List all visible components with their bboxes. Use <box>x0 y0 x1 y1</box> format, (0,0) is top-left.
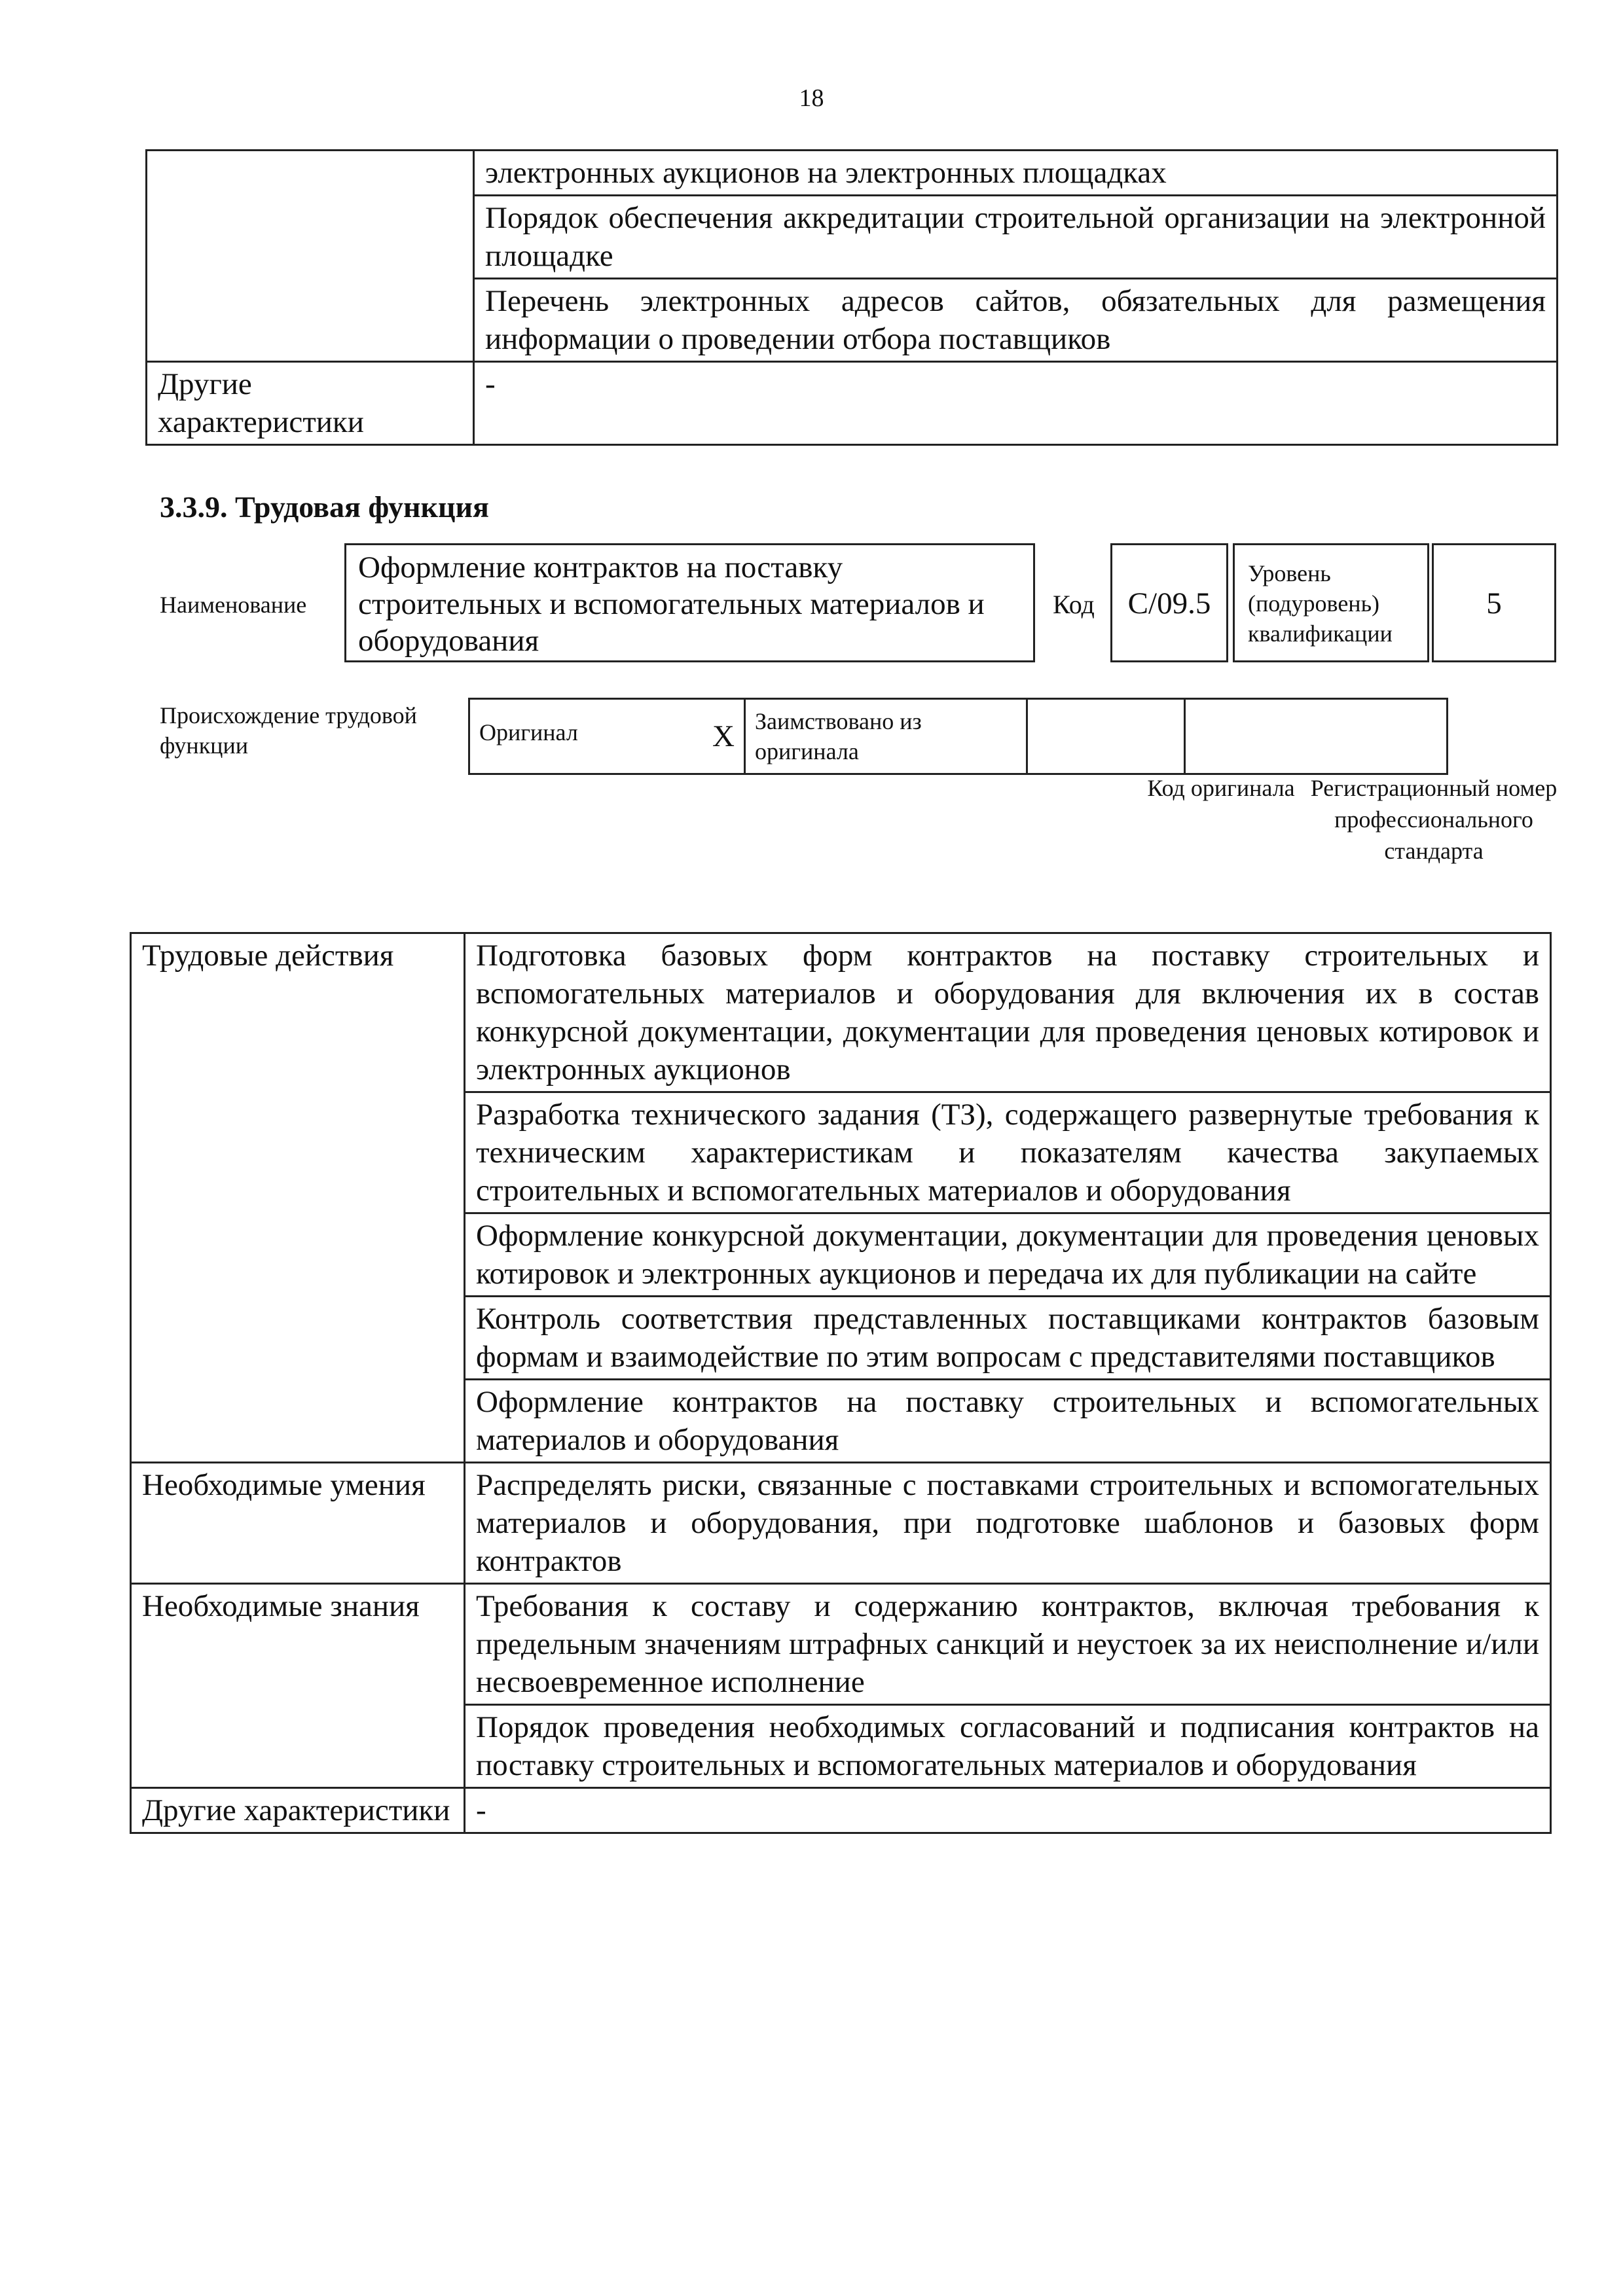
level-label: Уровень (подуровень) квалификации <box>1248 560 1393 647</box>
page-number: 18 <box>799 84 824 112</box>
table-cell: Порядок обеспечения аккредитации строительной организации на электронной площадке <box>474 196 1558 279</box>
table-cell: Контроль соответствия представленных поставщиками контрактов базовым формам и взаимодействие по этим вопросам с представителями поставщиков <box>465 1297 1551 1380</box>
table-row <box>147 362 1558 445</box>
row-label: Другие характеристики <box>147 362 474 445</box>
table-cell: - <box>474 362 1558 445</box>
row-label: Необходимые умения <box>131 1463 465 1584</box>
name-label: Наименование <box>160 592 307 618</box>
row-label: Трудовые действия <box>131 933 465 1463</box>
table-row <box>131 1584 1551 1705</box>
reg-number-cell <box>1185 699 1448 774</box>
code-label: Код <box>1053 590 1095 619</box>
table-cell: Порядок проведения необходимых согласований и подписания контрактов на поставку строительных и вспомогательных материалов и оборудования <box>465 1705 1551 1788</box>
table-row <box>147 151 1558 196</box>
origin-label: Происхождение трудовой функции <box>160 702 417 759</box>
table-cell: Оформление конкурсной документации, документации для проведения ценовых котировок и электронных аукционов и передача их для публикации на сайте <box>465 1213 1551 1297</box>
code-value: C/09.5 <box>1127 586 1211 620</box>
level-value-box <box>1432 543 1556 662</box>
table-row <box>131 1463 1551 1584</box>
table-cell: - <box>465 1788 1551 1833</box>
table-cell: Оформление контрактов на поставку строительных и вспомогательных материалов и оборудования <box>465 1380 1551 1463</box>
continuation-table <box>145 149 1558 446</box>
table-row <box>131 933 1551 1092</box>
level-label-box <box>1233 543 1429 662</box>
section-heading: 3.3.9. Трудовая функция <box>160 490 489 524</box>
original-mark: X <box>712 719 735 753</box>
table-cell: Подготовка базовых форм контрактов на поставку строительных и вспомогательных материалов и оборудования для включения их в состав конкурсной документации, документации для проведения ценовых котировок и электронных аукционов <box>465 933 1551 1092</box>
level-value: 5 <box>1486 586 1502 620</box>
table-cell: Разработка технического задания (ТЗ), содержащего развернутые требования к техническим характеристикам и показателям качества закупаемых строительных и вспомогательных материалов и оборудования <box>465 1092 1551 1213</box>
table-cell: электронных аукционов на электронных площадках <box>474 151 1558 196</box>
function-name-box <box>344 543 1035 662</box>
code-original-cell <box>1027 699 1185 774</box>
caption-reg-number: Регистрационный номер профессионального стандарта <box>1310 775 1558 864</box>
origin-table <box>468 698 1448 775</box>
function-table <box>130 932 1552 1834</box>
original-cell <box>469 699 745 774</box>
code-box <box>1110 543 1228 662</box>
row-label: Другие характеристики <box>131 1788 465 1833</box>
table-row <box>469 699 1448 774</box>
empty-label-cell <box>147 151 474 362</box>
table-row <box>131 1788 1551 1833</box>
function-name: Оформление контрактов на поставку строительных и вспомогательных материалов и оборудования <box>358 550 985 658</box>
table-cell: Перечень электронных адресов сайтов, обязательных для размещения информации о проведении отбора поставщиков <box>474 279 1558 362</box>
borrowed-cell: Заимствовано из оригинала <box>745 699 1027 774</box>
row-label: Необходимые знания <box>131 1584 465 1788</box>
original-label: Оригинал <box>479 719 578 745</box>
table-cell: Распределять риски, связанные с поставками строительных и вспомогательных материалов и оборудования, при подготовке шаблонов и базовых форм контрактов <box>465 1463 1551 1584</box>
caption-code-original: Код оригинала <box>1147 775 1295 801</box>
table-cell: Требования к составу и содержанию контрактов, включая требования к предельным значениям штрафных санкций и неустоек за их неисполнение и/или несвоевременное исполнение <box>465 1584 1551 1705</box>
